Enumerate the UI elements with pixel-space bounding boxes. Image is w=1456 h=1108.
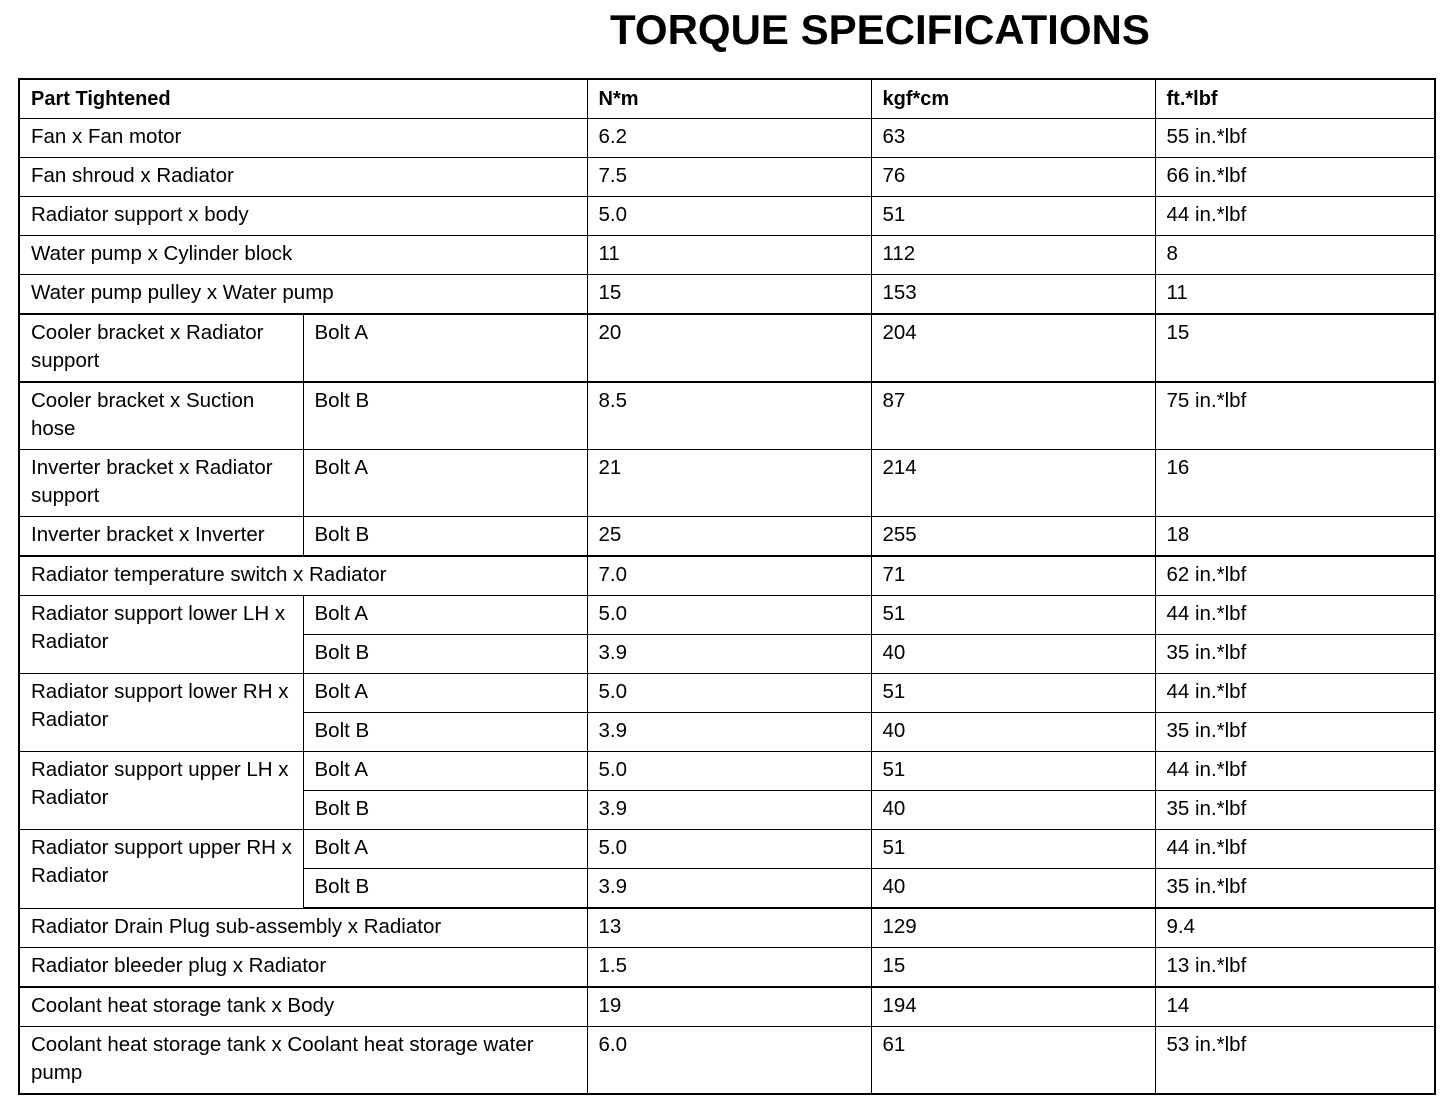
table-row — [19, 158, 1435, 197]
cell-ftlbf: 44 in.*lbf — [1155, 596, 1435, 635]
table-row — [19, 314, 1435, 382]
cell-nm: 20 — [587, 314, 871, 382]
cell-bolt: Bolt B — [303, 869, 587, 909]
cell-part: Fan shroud x Radiator — [19, 158, 587, 197]
cell-kgf: 153 — [871, 275, 1155, 315]
cell-part: Inverter bracket x Inverter — [19, 517, 303, 557]
cell-bolt: Bolt A — [303, 450, 587, 517]
cell-ftlbf: 53 in.*lbf — [1155, 1027, 1435, 1095]
cell-nm: 13 — [587, 908, 871, 948]
cell-ftlbf: 62 in.*lbf — [1155, 556, 1435, 596]
cell-part: Cooler bracket x Radiator support — [19, 314, 303, 382]
cell-nm: 3.9 — [587, 869, 871, 909]
cell-kgf: 214 — [871, 450, 1155, 517]
cell-nm: 6.0 — [587, 1027, 871, 1095]
cell-ftlbf: 18 — [1155, 517, 1435, 557]
table-row — [19, 674, 1435, 713]
cell-kgf: 112 — [871, 236, 1155, 275]
cell-nm: 11 — [587, 236, 871, 275]
table-row — [19, 987, 1435, 1027]
cell-ftlbf: 44 in.*lbf — [1155, 674, 1435, 713]
cell-ftlbf: 15 — [1155, 314, 1435, 382]
cell-kgf: 61 — [871, 1027, 1155, 1095]
cell-ftlbf: 35 in.*lbf — [1155, 635, 1435, 674]
cell-nm: 7.0 — [587, 556, 871, 596]
cell-part: Coolant heat storage tank x Coolant heat storage water pump — [19, 1027, 587, 1095]
cell-nm: 6.2 — [587, 119, 871, 158]
cell-part: Cooler bracket x Suction hose — [19, 382, 303, 450]
cell-part: Radiator Drain Plug sub-assembly x Radiator — [19, 908, 587, 948]
cell-kgf: 194 — [871, 987, 1155, 1027]
table-row — [19, 556, 1435, 596]
table-row — [19, 382, 1435, 450]
cell-kgf: 51 — [871, 830, 1155, 869]
cell-kgf: 51 — [871, 596, 1155, 635]
cell-part: Water pump x Cylinder block — [19, 236, 587, 275]
cell-kgf: 204 — [871, 314, 1155, 382]
cell-ftlbf: 75 in.*lbf — [1155, 382, 1435, 450]
cell-ftlbf: 35 in.*lbf — [1155, 791, 1435, 830]
cell-nm: 5.0 — [587, 830, 871, 869]
table-row — [19, 236, 1435, 275]
cell-nm: 7.5 — [587, 158, 871, 197]
cell-nm: 5.0 — [587, 674, 871, 713]
cell-kgf: 40 — [871, 791, 1155, 830]
cell-bolt: Bolt A — [303, 752, 587, 791]
cell-part: Radiator support upper LH x Radiator — [19, 752, 303, 830]
cell-ftlbf: 35 in.*lbf — [1155, 869, 1435, 909]
cell-kgf: 76 — [871, 158, 1155, 197]
cell-nm: 1.5 — [587, 948, 871, 988]
cell-nm: 19 — [587, 987, 871, 1027]
cell-kgf: 40 — [871, 869, 1155, 909]
cell-kgf: 129 — [871, 908, 1155, 948]
cell-kgf: 51 — [871, 197, 1155, 236]
cell-ftlbf: 44 in.*lbf — [1155, 830, 1435, 869]
cell-ftlbf: 14 — [1155, 987, 1435, 1027]
cell-kgf: 15 — [871, 948, 1155, 988]
cell-kgf: 51 — [871, 752, 1155, 791]
cell-part: Radiator support lower RH x Radiator — [19, 674, 303, 752]
header-ftlbf: ft.*lbf — [1155, 79, 1435, 119]
cell-ftlbf: 13 in.*lbf — [1155, 948, 1435, 988]
cell-part: Radiator support x body — [19, 197, 587, 236]
cell-bolt: Bolt A — [303, 674, 587, 713]
cell-nm: 3.9 — [587, 635, 871, 674]
cell-bolt: Bolt B — [303, 791, 587, 830]
table-row — [19, 752, 1435, 791]
cell-kgf: 51 — [871, 674, 1155, 713]
table-row — [19, 908, 1435, 948]
cell-ftlbf: 44 in.*lbf — [1155, 752, 1435, 791]
cell-kgf: 71 — [871, 556, 1155, 596]
table-row — [19, 1027, 1435, 1095]
cell-kgf: 87 — [871, 382, 1155, 450]
table-row — [19, 450, 1435, 517]
cell-part: Radiator support lower LH x Radiator — [19, 596, 303, 674]
cell-ftlbf: 35 in.*lbf — [1155, 713, 1435, 752]
cell-nm: 21 — [587, 450, 871, 517]
cell-ftlbf: 16 — [1155, 450, 1435, 517]
cell-nm: 15 — [587, 275, 871, 315]
table-row — [19, 517, 1435, 557]
cell-bolt: Bolt A — [303, 596, 587, 635]
cell-nm: 3.9 — [587, 791, 871, 830]
torque-table — [18, 78, 1436, 1095]
cell-ftlbf: 11 — [1155, 275, 1435, 315]
cell-part: Water pump pulley x Water pump — [19, 275, 587, 315]
page-title: TORQUE SPECIFICATIONS — [610, 6, 1150, 53]
cell-kgf: 40 — [871, 635, 1155, 674]
cell-part: Fan x Fan motor — [19, 119, 587, 158]
table-row — [19, 948, 1435, 988]
cell-part: Radiator support upper RH x Radiator — [19, 830, 303, 909]
cell-ftlbf: 66 in.*lbf — [1155, 158, 1435, 197]
cell-part: Radiator temperature switch x Radiator — [19, 556, 587, 596]
table-row — [19, 596, 1435, 635]
cell-bolt: Bolt A — [303, 830, 587, 869]
cell-kgf: 63 — [871, 119, 1155, 158]
cell-bolt: Bolt B — [303, 517, 587, 557]
cell-ftlbf: 9.4 — [1155, 908, 1435, 948]
cell-part: Radiator bleeder plug x Radiator — [19, 948, 587, 988]
cell-nm: 5.0 — [587, 596, 871, 635]
header-nm: N*m — [587, 79, 871, 119]
cell-ftlbf: 55 in.*lbf — [1155, 119, 1435, 158]
cell-nm: 25 — [587, 517, 871, 557]
cell-part: Inverter bracket x Radiator support — [19, 450, 303, 517]
table-row — [19, 830, 1435, 869]
cell-nm: 3.9 — [587, 713, 871, 752]
cell-kgf: 255 — [871, 517, 1155, 557]
header-kgf: kgf*cm — [871, 79, 1155, 119]
cell-ftlbf: 44 in.*lbf — [1155, 197, 1435, 236]
cell-part: Coolant heat storage tank x Body — [19, 987, 587, 1027]
table-row — [19, 197, 1435, 236]
cell-bolt: Bolt B — [303, 382, 587, 450]
cell-kgf: 40 — [871, 713, 1155, 752]
table-row — [19, 275, 1435, 315]
cell-nm: 5.0 — [587, 197, 871, 236]
cell-nm: 5.0 — [587, 752, 871, 791]
table-header-row — [19, 79, 1435, 119]
header-part: Part Tightened — [19, 79, 587, 119]
table-row — [19, 119, 1435, 158]
cell-bolt: Bolt B — [303, 635, 587, 674]
cell-bolt: Bolt B — [303, 713, 587, 752]
cell-bolt: Bolt A — [303, 314, 587, 382]
cell-ftlbf: 8 — [1155, 236, 1435, 275]
cell-nm: 8.5 — [587, 382, 871, 450]
